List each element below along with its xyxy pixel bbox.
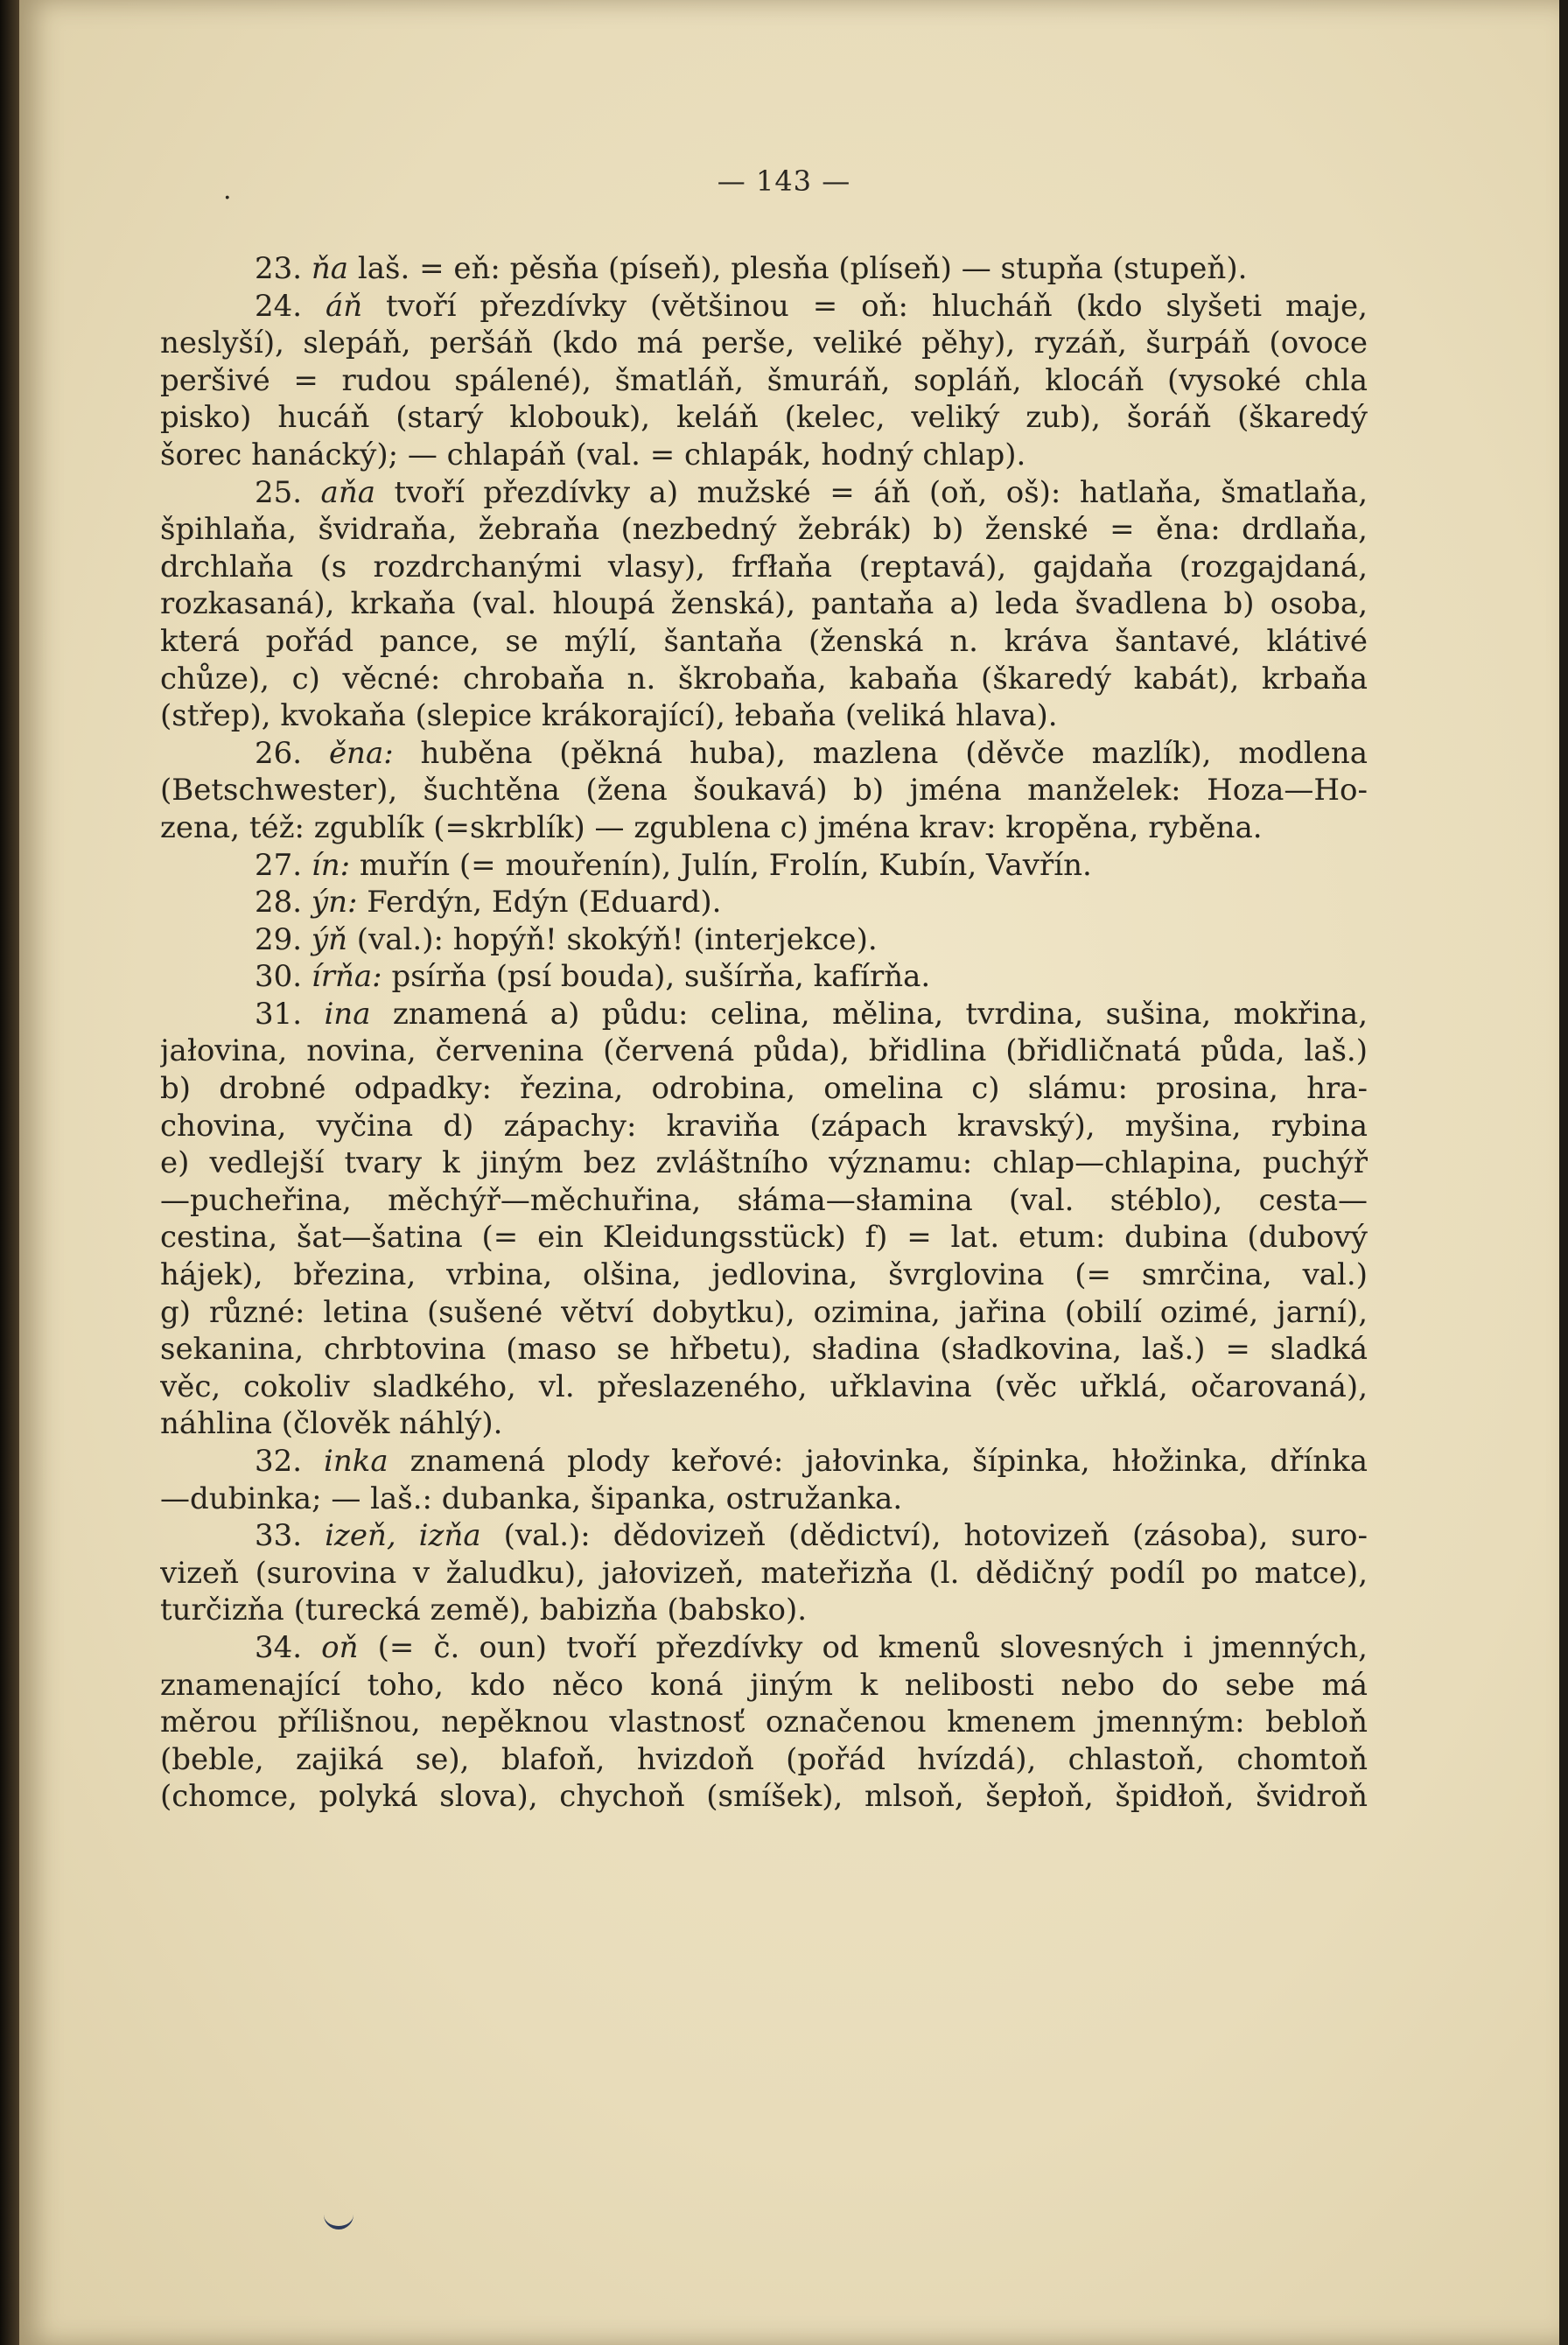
text-line: e) vedlejší tvary k jiným bez zvláštního významu: chlap—chlapina, puchýř [160, 1145, 1368, 1181]
text-line: rozkasaná), krkaňa (val. hloupá ženská), pantaňa a) leda švadlena b) osoba, [160, 586, 1368, 622]
entry-number: 33. [255, 1518, 326, 1554]
entry-suffix: ýň [311, 921, 347, 957]
text-line: (Betschwester), šuchtěna (žena šoukavá) b) jména manželek: Hoza—Ho- [160, 773, 1368, 808]
entry-text: znamená a) půdu: celina, mělina, tvrdina, sušina, mokřina, [370, 996, 1368, 1032]
text-line: —dubinka; — laš.: dubanka, šipanka, ostružanka. [160, 1480, 903, 1516]
entry-text: (val.): hopýň! skokýň! (interjekce). [347, 921, 878, 957]
text-line [160, 1443, 1368, 1480]
entry-number: 31. [255, 996, 325, 1032]
entry-text: (= č. oun) tvoří přezdívky od kmenů slovesných i jmenných, [358, 1629, 1368, 1665]
book-gutter [0, 0, 19, 2345]
entry-suffix: írňa: [311, 959, 382, 995]
text-line [160, 958, 1368, 996]
text-line [160, 288, 1368, 326]
entry-suffix: aňa [320, 474, 375, 510]
entry-text: (val.): dědovizeň (dědictví), hotovizeň (zásoba), surо- [480, 1518, 1368, 1554]
entry-text: tvoří přezdívky (většinou = oň: hlucháň (kdo slyšeti maje, [362, 288, 1368, 324]
entry-text: muřín (= mouřenín), Julín, Frolín, Kubín, Vavřín. [350, 847, 1092, 883]
text-line [160, 1629, 1368, 1667]
text-line [160, 847, 1368, 885]
entry-text: laš. = eň: pěsňa (píseň), plesňa (plíseň) — stupňa (stupeň). [348, 251, 1248, 286]
text-line: šorec hanácký); — chlapáň (val. = chlapák, hodný chlap). [160, 437, 1026, 472]
text-line: věc, cokoliv sladkého, vl. přeslazeného, uřklavina (věc uřklá, očarovaná), [160, 1368, 1368, 1404]
entry-text: Ferdýn, Edýn (Eduard). [357, 885, 722, 920]
entry-text: huběna (pěkná huba), mazlena (děvče mazlík), modlena [393, 735, 1368, 771]
entry-suffix: ňa [311, 251, 349, 286]
entry-suffix: ýn: [311, 885, 358, 920]
entry-number: 25. [255, 474, 321, 510]
entry-number: 28. [255, 885, 312, 920]
entry-suffix: ín: [311, 847, 351, 883]
text-line: (beble, zajiká se), blafoň, hvizdoň (pořád hvízdá), chlastoň, chomtoň [160, 1741, 1368, 1777]
entry-number: 27. [255, 847, 312, 883]
entry-text: tvoří přezdívky a) mužské = áň (oň, oš): hatlaňa, šmatlaňa, [375, 474, 1368, 510]
text-line: drchlaňa (s rozdrchanými vlasy), frfłaňa (reptavá), gajdaňa (rozgajdaná, [160, 549, 1368, 584]
text-line: (chomce, polyká slova), chychoň (smíšek), mlsoň, šepłoň, špidłoň, švidroň [160, 1779, 1368, 1815]
text-line: zena, též: zgublík (=skrblík) — zgublena c) jména krav: kropěna, ryběna. [160, 809, 1263, 845]
page-dot-mark: . [223, 175, 232, 206]
text-line [160, 474, 1368, 512]
text-line: sekanina, chrbtovina (maso se hřbetu), sładina (sładkovina, laš.) = sladká [160, 1332, 1368, 1368]
entry-suffix: ina [324, 996, 371, 1032]
text-line: (střep), kvokaňa (slepice krákorající), łebaňa (veliká hlava). [160, 698, 1058, 734]
entry-suffix: áň [325, 288, 363, 324]
page-body-text [160, 250, 1368, 1816]
text-line [160, 250, 1368, 288]
entry-suffix: oň [321, 1629, 359, 1665]
text-line [160, 921, 1368, 959]
text-line: chovina, vyčina d) zápachy: kraviňa (zápach kravský), myšina, rybina [160, 1108, 1368, 1144]
text-line: neslyší), slepáň, peršáň (kdo má perše, veliké pěhy), ryzáň, šurpáň (ovoce [160, 326, 1368, 361]
text-line: peršivé = rudou spálené), šmatláň, šmuráň, sopláň, klocáň (vysoké chla [160, 362, 1368, 398]
entry-suffix: inka [324, 1444, 388, 1479]
text-line: cestina, šat—šatina (= ein Kleidungsstück) f) = lat. etum: dubina (dubový [160, 1220, 1368, 1256]
entry-number: 32. [255, 1444, 324, 1479]
entry-number: 29. [255, 921, 312, 957]
entry-number: 23. [255, 251, 312, 286]
text-line [160, 884, 1368, 921]
page-number: — 143 — [717, 164, 851, 198]
entry-text: psírňa (psí bouda), sušírňa, kafírňa. [382, 959, 931, 995]
text-line: pisko) hucáň (starý klobouk), keláň (kelec, veliký zub), šoráň (škaredý [160, 400, 1368, 436]
text-line: turčizňa (turecká země), babizňa (babsko). [160, 1592, 808, 1628]
text-line: náhlina (člověk náhlý). [160, 1406, 503, 1442]
text-line [160, 735, 1368, 773]
entry-number: 26. [255, 735, 329, 771]
entry-number: 30. [255, 959, 312, 995]
text-line: hájek), březina, vrbina, olšina, jedlovina, švrglovina (= smrčina, val.) [160, 1257, 1368, 1293]
text-line: g) různé: letina (sušené větví dobytku), ozimina, jařina (obilí ozimé, jarní), [160, 1294, 1368, 1330]
text-line: —pucheřina, měchýř—měchuřina, słáma—słamina (val. stéblo), cesta— [160, 1182, 1368, 1218]
text-line: špihlaňa, švidraňa, žebraňa (nezbedný žebrák) b) ženské = ěna: drdlaňa, [160, 512, 1368, 548]
text-line: měrou přílišnou, nepěknou vlastnosť označenou kmenem jmenným: bebloň [160, 1704, 1368, 1740]
text-line: vizeň (surovina v žaludku), jałovizeň, mateřizňa (l. dědičný podíl po matce), [160, 1555, 1368, 1591]
entry-suffix: izeň, izňa [325, 1518, 481, 1554]
text-line: jałovina, novina, červenina (červená půda), břidlina (břidličnatá půda, laš.) [160, 1033, 1368, 1069]
entry-suffix: ěna: [328, 735, 394, 771]
text-line: která pořád pance, se mýlí, šantaňa (ženská n. kráva šantavé, klátivé [160, 623, 1368, 659]
entry-number: 34. [255, 1629, 322, 1665]
entry-text: znamená plody keřové: jałovinka, šípinka, hłožinka, dřínka [388, 1444, 1368, 1479]
text-line [160, 1517, 1368, 1555]
text-line: b) drobné odpadky: řezina, odrobina, omelina c) slámu: prosina, hra- [160, 1071, 1368, 1107]
text-line: chůze), c) věcné: chrobaňa n. škrobaňa, kabaňa (škaredý kabát), krbaňa [160, 661, 1368, 696]
text-line [160, 996, 1368, 1033]
entry-number: 24. [255, 288, 326, 324]
text-line: znamenající toho, kdo něco koná jiným k nelibosti nebo do sebe má [160, 1667, 1368, 1703]
